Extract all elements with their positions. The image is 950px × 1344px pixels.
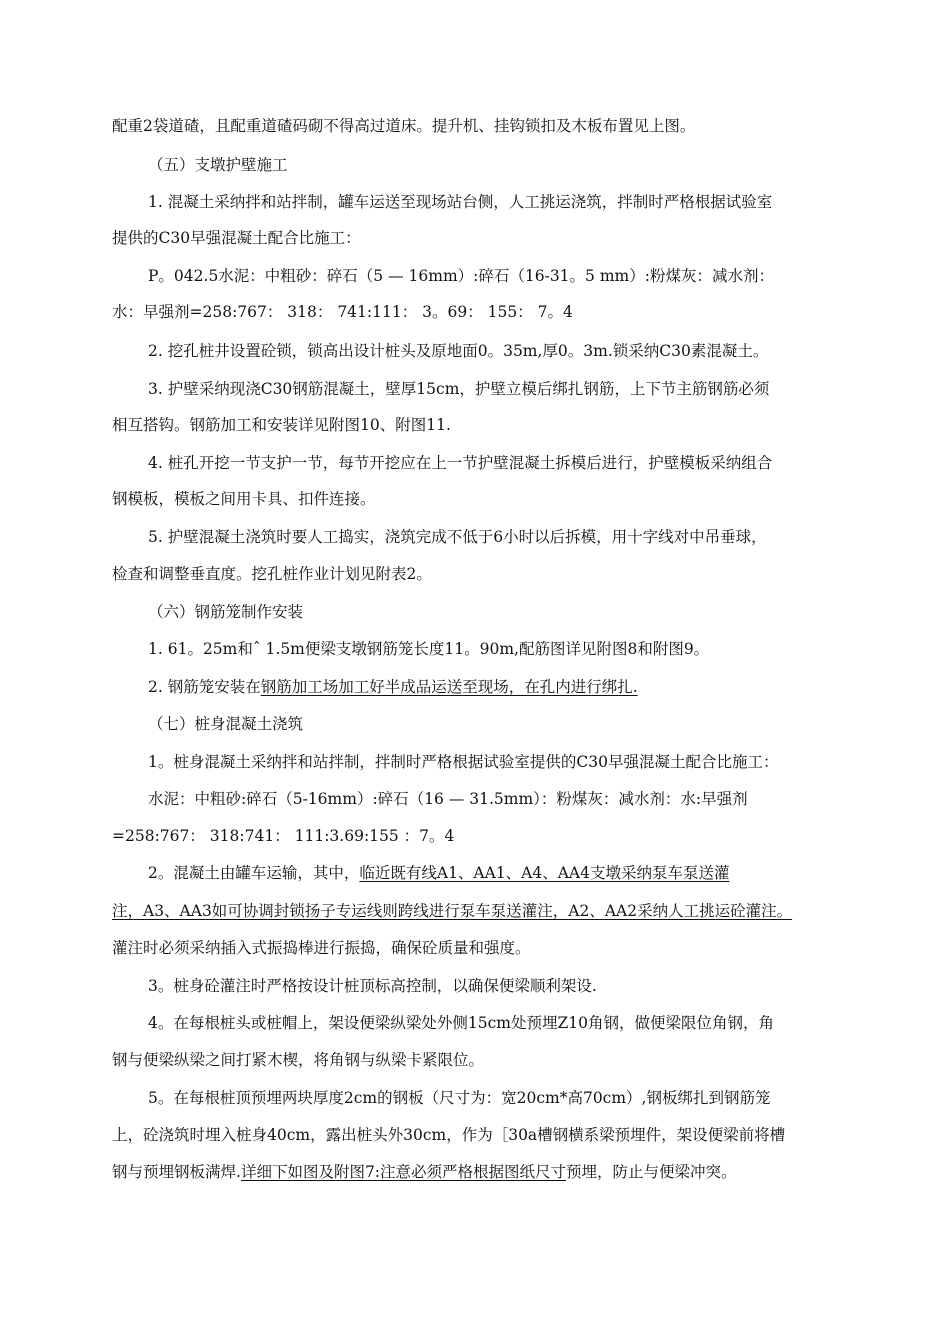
paragraph-line: 2. 挖孔桩井设置砼锁，锁高出设计桩头及原地面0。35m,厚0。3m.锁采纳C30素混凝土。 <box>148 342 769 360</box>
section-heading-7: （七）桩身混凝土浇筑 <box>148 715 304 733</box>
paragraph-line: 钢模板，模板之间用卡具、扣件连接。 <box>112 490 376 508</box>
paragraph-line: 3. 护壁采纳现浇C30钢筋混凝土，壁厚15cm，护壁立模后绑扎钢筋，上下节主筋钢筋必须 <box>148 380 770 398</box>
mix-ratio-line: P。042.5水泥：中粗砂：碎石（5 — 16mm）:碎石（16-31。5 mm）:粉煤灰：减水剂： <box>148 267 774 285</box>
paragraph-line: 相互搭钩。钢筋加工和安装详见附图10、附图11. <box>112 416 451 434</box>
paragraph-line <box>112 1162 737 1182</box>
paragraph-line: 检查和调整垂直度。挖孔桩作业计划见附表2。 <box>112 565 432 583</box>
underlined-text: 详细下如图及附图7:注意必须严格根据图纸尺寸 <box>240 1163 567 1181</box>
paragraph-line: 1. 61。25m和ˆ 1.5m便梁支墩钢筋笼长度11。90m,配筋图详见附图8和附图9。 <box>148 640 710 658</box>
mix-ratio-line: =258:767： 318:741： 111:3.69:155 ：7。4 <box>112 827 455 845</box>
text-run: 2。混凝土由罐车运输，其中， <box>148 864 360 882</box>
underlined-text: 临近既有线A1、AA1、A4、AA4支墩采纳泵车泵送灌 <box>359 864 730 882</box>
paragraph-line: 提供的C30早强混凝土配合比施工： <box>112 229 361 247</box>
paragraph-line: 1。桩身混凝土采纳拌和站拌制，拌制时严格根据试验室提供的C30早强混凝土配合比施工： <box>148 753 779 771</box>
paragraph-line: 3。桩身砼灌注时严格按设计桩顶标高控制，以确保便梁顺利架设. <box>148 977 597 995</box>
paragraph-line: 配重2袋道碴，且配重道碴码砌不得高过道床。提升机、挂钩锁扣及木板布置见上图。 <box>112 117 696 135</box>
paragraph-line: 5。在每根桩顶预埋两块厚度2cm的钢板（尺寸为：宽20cm*高70cm）,钢板绑扎到钢筋笼 <box>148 1089 771 1107</box>
underlined-text: 注，A3、AA3如可协调封锁扬子专运线则跨线进行泵车泵送灌注，A2、AA2采纳人工挑运砼灌注。 <box>112 902 793 920</box>
paragraph-line: 5. 护壁混凝土浇筑时要人工捣实，浇筑完成不低于6小时以后拆模，用十字线对中吊垂球， <box>148 528 767 546</box>
section-heading-5: （五）支墩护壁施工 <box>148 156 288 174</box>
underlined-text: 钢筋加工场加工好半成品运送至现场，在孔内进行绑扎. <box>260 678 638 696</box>
paragraph-line: 钢与便梁纵梁之间打紧木楔，将角钢与纵梁卡紧限位。 <box>112 1051 485 1069</box>
paragraph-line <box>148 677 638 697</box>
paragraph-line: 上，砼浇筑时埋入桩身40cm，露出桩头外30cm，作为［30a槽钢横系梁预埋件，架设便梁前将槽 <box>112 1126 786 1144</box>
mix-ratio-line: 水：早强剂=258:767： 318： 741:111： 3。69： 155： 7。4 <box>112 303 573 321</box>
text-run: 预埋，防止与便梁冲突。 <box>566 1163 737 1181</box>
paragraph-line: 灌注时必须采纳插入式振捣棒进行振捣，确保砼质量和强度。 <box>112 939 531 957</box>
text-run: 2. 钢筋笼安装在 <box>148 678 261 696</box>
paragraph-line <box>148 863 729 883</box>
paragraph-line: 1. 混凝土采纳拌和站拌制，罐车运送至现场站台侧，人工挑运浇筑，拌制时严格根据试验室 <box>148 193 773 211</box>
paragraph-line: 4. 桩孔开挖一节支护一节，每节开挖应在上一节护壁混凝土拆模后进行，护壁模板采纳组合 <box>148 454 773 472</box>
paragraph-line: 4。在每根桩头或桩帽上，架设便梁纵梁处外侧15cm处预埋Z10角钢，做便梁限位角钢，角 <box>148 1014 774 1032</box>
text-run: 钢与预埋钢板满焊. <box>112 1163 241 1181</box>
section-heading-6: （六）钢筋笼制作安装 <box>148 603 304 621</box>
mix-ratio-line: 水泥：中粗砂:碎石（5-16mm）:碎石（16 — 31.5mm）：粉煤灰：减水剂：水:早强剂 <box>148 790 748 808</box>
